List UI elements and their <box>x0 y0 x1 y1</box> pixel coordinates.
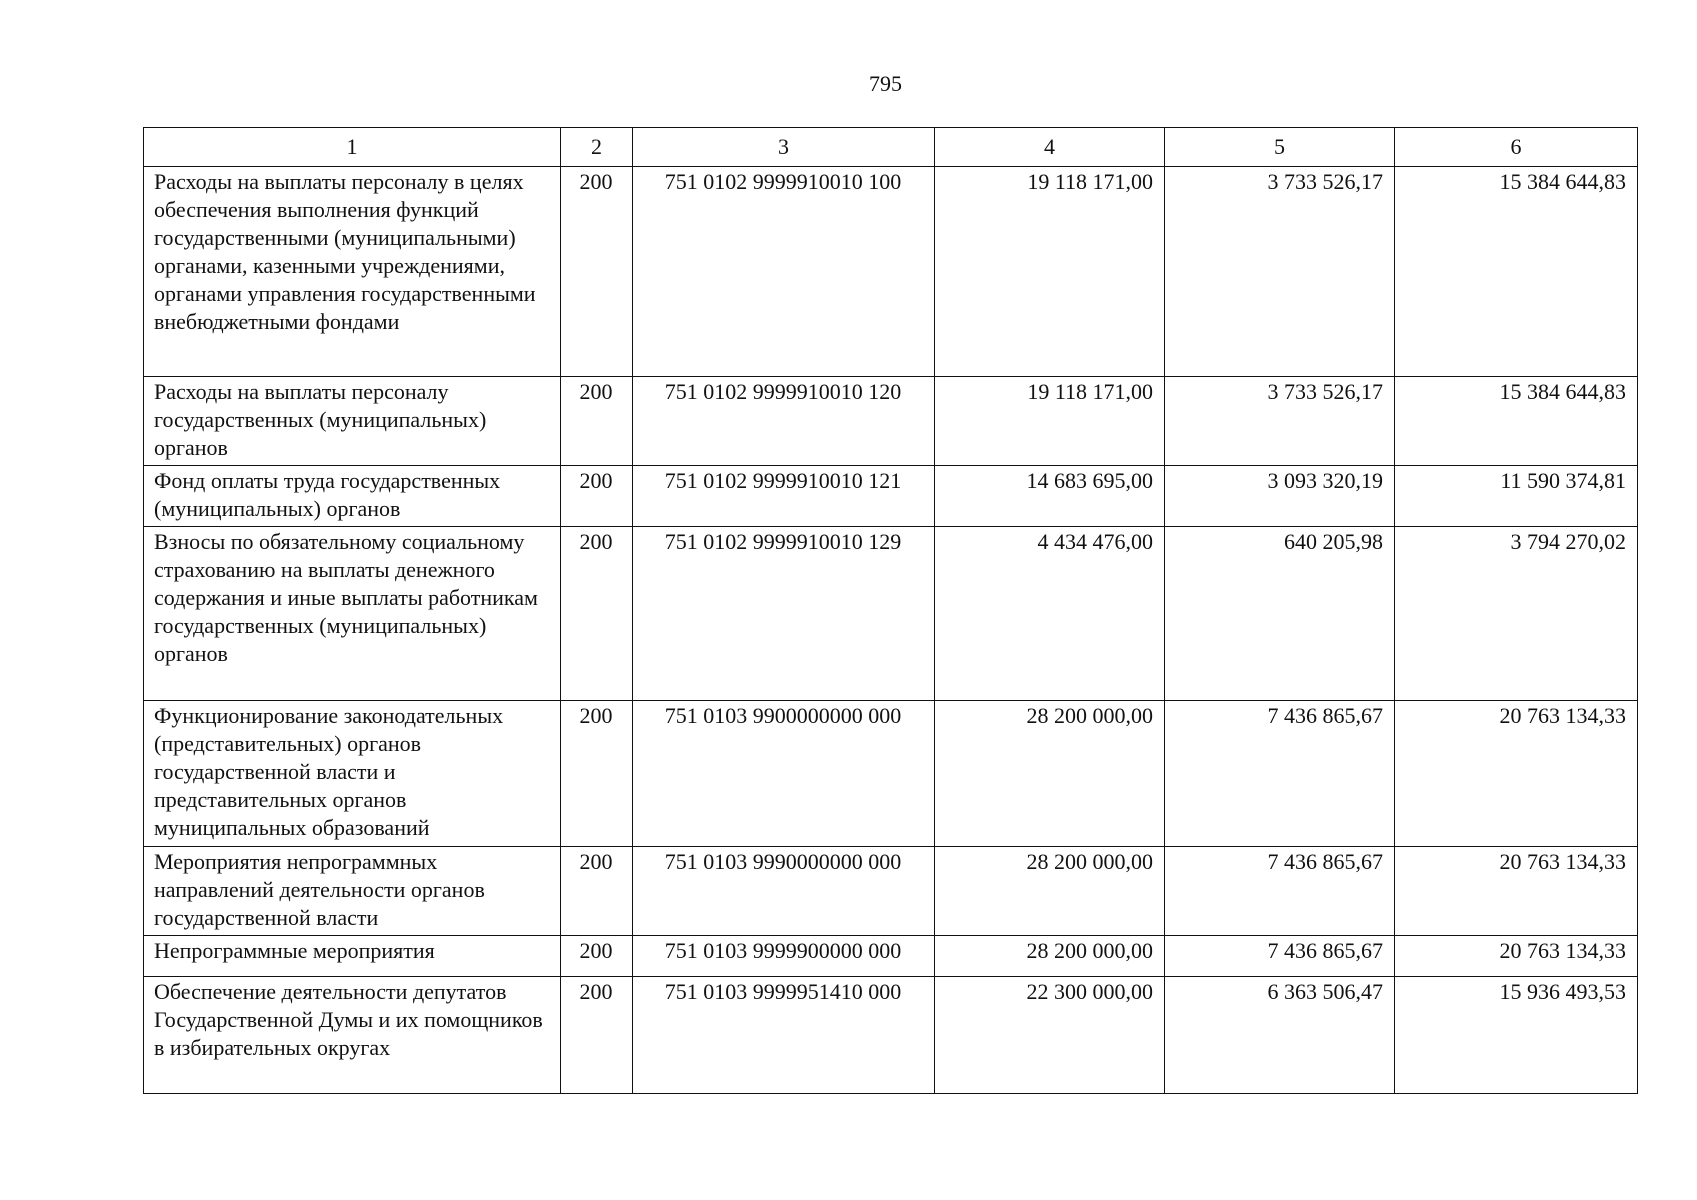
row-executed: 6 363 506,47 <box>1165 977 1395 1094</box>
row-code: 200 <box>561 936 633 977</box>
row-name: Взносы по обязательному социальному страхованию на выплаты денежного содержания и иные выплаты работникам государственных (муниципальных) органов <box>144 527 561 701</box>
row-unexecuted: 3 794 270,02 <box>1395 527 1638 701</box>
row-unexecuted: 20 763 134,33 <box>1395 936 1638 977</box>
row-name: Обеспечение деятельности депутатов Государственной Думы и их помощников в избирательных округах <box>144 977 561 1094</box>
table-row <box>144 847 1638 936</box>
row-executed: 640 205,98 <box>1165 527 1395 701</box>
row-code: 200 <box>561 377 633 466</box>
row-code: 200 <box>561 167 633 377</box>
row-executed: 7 436 865,67 <box>1165 847 1395 936</box>
table-row <box>144 167 1638 377</box>
column-header-4: 4 <box>935 128 1165 167</box>
budget-execution-table <box>143 127 1638 1094</box>
row-code: 200 <box>561 977 633 1094</box>
row-approved: 28 200 000,00 <box>935 936 1165 977</box>
row-unexecuted: 15 936 493,53 <box>1395 977 1638 1094</box>
table-row <box>144 377 1638 466</box>
row-unexecuted: 20 763 134,33 <box>1395 701 1638 847</box>
row-classification: 751 0102 9999910010 100 <box>633 167 935 377</box>
table-row <box>144 936 1638 977</box>
column-header-3: 3 <box>633 128 935 167</box>
row-executed: 3 733 526,17 <box>1165 377 1395 466</box>
table-row <box>144 466 1638 527</box>
row-approved: 4 434 476,00 <box>935 527 1165 701</box>
row-approved: 14 683 695,00 <box>935 466 1165 527</box>
column-header-1: 1 <box>144 128 561 167</box>
row-code: 200 <box>561 466 633 527</box>
row-classification: 751 0103 9990000000 000 <box>633 847 935 936</box>
column-header-5: 5 <box>1165 128 1395 167</box>
page-number: 795 <box>869 71 902 96</box>
row-name: Расходы на выплаты персоналу государственных (муниципальных) органов <box>144 377 561 466</box>
row-approved: 28 200 000,00 <box>935 847 1165 936</box>
row-name: Функционирование законодательных (представительных) органов государственной власти и представительных органов муниципальных образований <box>144 701 561 847</box>
row-code: 200 <box>561 701 633 847</box>
row-approved: 19 118 171,00 <box>935 377 1165 466</box>
row-name: Расходы на выплаты персоналу в целях обеспечения выполнения функций государственными (муниципальными) органами, казенными учреждениями, органами управления государственными внебюджетными фондами <box>144 167 561 377</box>
row-classification: 751 0103 9999900000 000 <box>633 936 935 977</box>
row-unexecuted: 15 384 644,83 <box>1395 377 1638 466</box>
table-row <box>144 701 1638 847</box>
table-header-row <box>144 128 1638 167</box>
row-approved: 28 200 000,00 <box>935 701 1165 847</box>
row-classification: 751 0103 9900000000 000 <box>633 701 935 847</box>
row-name: Фонд оплаты труда государственных (муниципальных) органов <box>144 466 561 527</box>
row-code: 200 <box>561 847 633 936</box>
row-classification: 751 0102 9999910010 121 <box>633 466 935 527</box>
row-code: 200 <box>561 527 633 701</box>
table-row <box>144 977 1638 1094</box>
row-unexecuted: 11 590 374,81 <box>1395 466 1638 527</box>
row-executed: 7 436 865,67 <box>1165 701 1395 847</box>
row-approved: 22 300 000,00 <box>935 977 1165 1094</box>
row-name: Непрограммные мероприятия <box>144 936 561 977</box>
row-classification: 751 0102 9999910010 129 <box>633 527 935 701</box>
row-unexecuted: 20 763 134,33 <box>1395 847 1638 936</box>
row-executed: 3 733 526,17 <box>1165 167 1395 377</box>
row-unexecuted: 15 384 644,83 <box>1395 167 1638 377</box>
row-name: Мероприятия непрограммных направлений деятельности органов государственной власти <box>144 847 561 936</box>
column-header-2: 2 <box>561 128 633 167</box>
row-executed: 7 436 865,67 <box>1165 936 1395 977</box>
table-row <box>144 527 1638 701</box>
row-classification: 751 0103 9999951410 000 <box>633 977 935 1094</box>
row-executed: 3 093 320,19 <box>1165 466 1395 527</box>
column-header-6: 6 <box>1395 128 1638 167</box>
row-classification: 751 0102 9999910010 120 <box>633 377 935 466</box>
row-approved: 19 118 171,00 <box>935 167 1165 377</box>
